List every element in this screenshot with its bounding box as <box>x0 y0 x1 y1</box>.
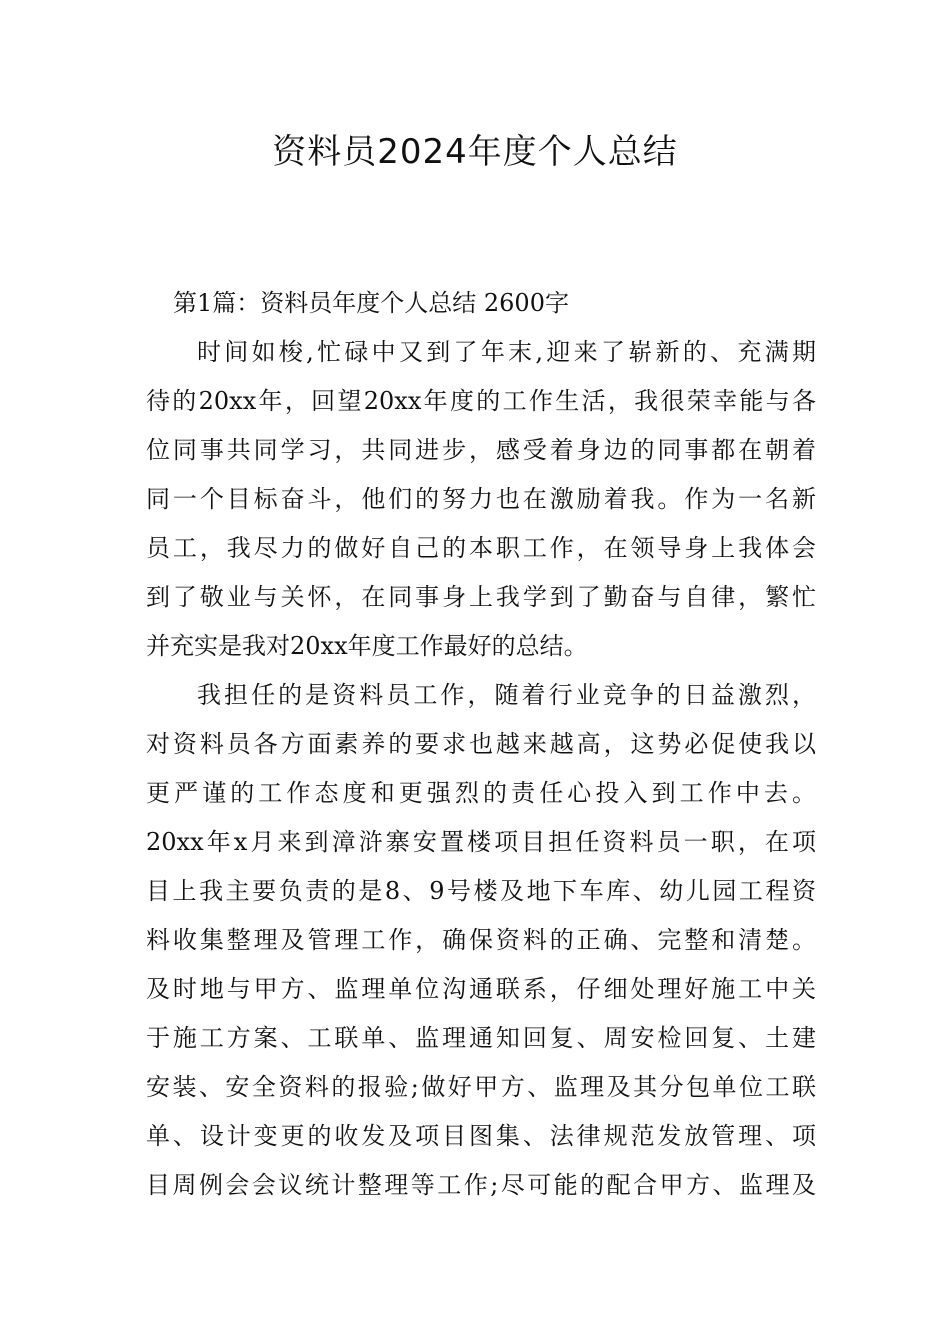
paragraph-line: 目上我主要负责的是8、9号楼及地下车库、幼儿园工程资 <box>146 877 816 905</box>
paragraph-line: 位同事共同学习，共同进步，感受着身边的同事都在朝着 <box>146 436 816 464</box>
paragraph-line: 料收集整理及管理工作，确保资料的正确、完整和清楚。 <box>146 926 816 954</box>
paragraph-line: 员工，我尽力的做好自己的本职工作，在领导身上我体会 <box>146 534 816 562</box>
paragraph-line: 并充实是我对20xx年度工作最好的总结。 <box>146 632 588 660</box>
paragraph-1 <box>146 328 816 671</box>
paragraph-line: 到了敬业与关怀，在同事身上我学到了勤奋与自律，繁忙 <box>146 583 816 611</box>
paragraph-line: 更严谨的工作态度和更强烈的责任心投入到工作中去。 <box>146 779 816 807</box>
paragraph-line: 安装、安全资料的报验;做好甲方、监理及其分包单位工联 <box>146 1073 816 1101</box>
paragraph-line: 于施工方案、工联单、监理通知回复、周安检回复、土建 <box>146 1024 816 1052</box>
paragraph-line: 20xx年x月来到漳浒寨安置楼项目担任资料员一职，在项 <box>146 828 816 856</box>
paragraph-line: 单、设计变更的收发及项目图集、法律规范发放管理、项 <box>146 1122 816 1150</box>
document-title: 资料员2024年度个人总结 <box>272 132 678 172</box>
paragraph-line: 我担任的是资料员工作，随着行业竞争的日益激烈， <box>197 681 816 709</box>
document-body <box>146 279 816 1210</box>
paragraph-line: 待的20xx年，回望20xx年度的工作生活，我很荣幸能与各 <box>146 387 816 415</box>
paragraph-2 <box>146 671 816 1210</box>
paragraph-line: 及时地与甲方、监理单位沟通联系，仔细处理好施工中关 <box>146 975 816 1003</box>
paragraph-line: 同一个目标奋斗，他们的努力也在激励着我。作为一名新 <box>146 485 816 513</box>
section-heading: 第1篇：资料员年度个人总结 2600字 <box>173 289 569 317</box>
paragraph-line: 目周例会会议统计整理等工作;尽可能的配合甲方、监理及 <box>146 1171 816 1199</box>
paragraph-line: 时间如梭,忙碌中又到了年末,迎来了崭新的、充满期 <box>197 338 816 366</box>
paragraph-line: 对资料员各方面素养的要求也越来越高，这势必促使我以 <box>146 730 816 758</box>
